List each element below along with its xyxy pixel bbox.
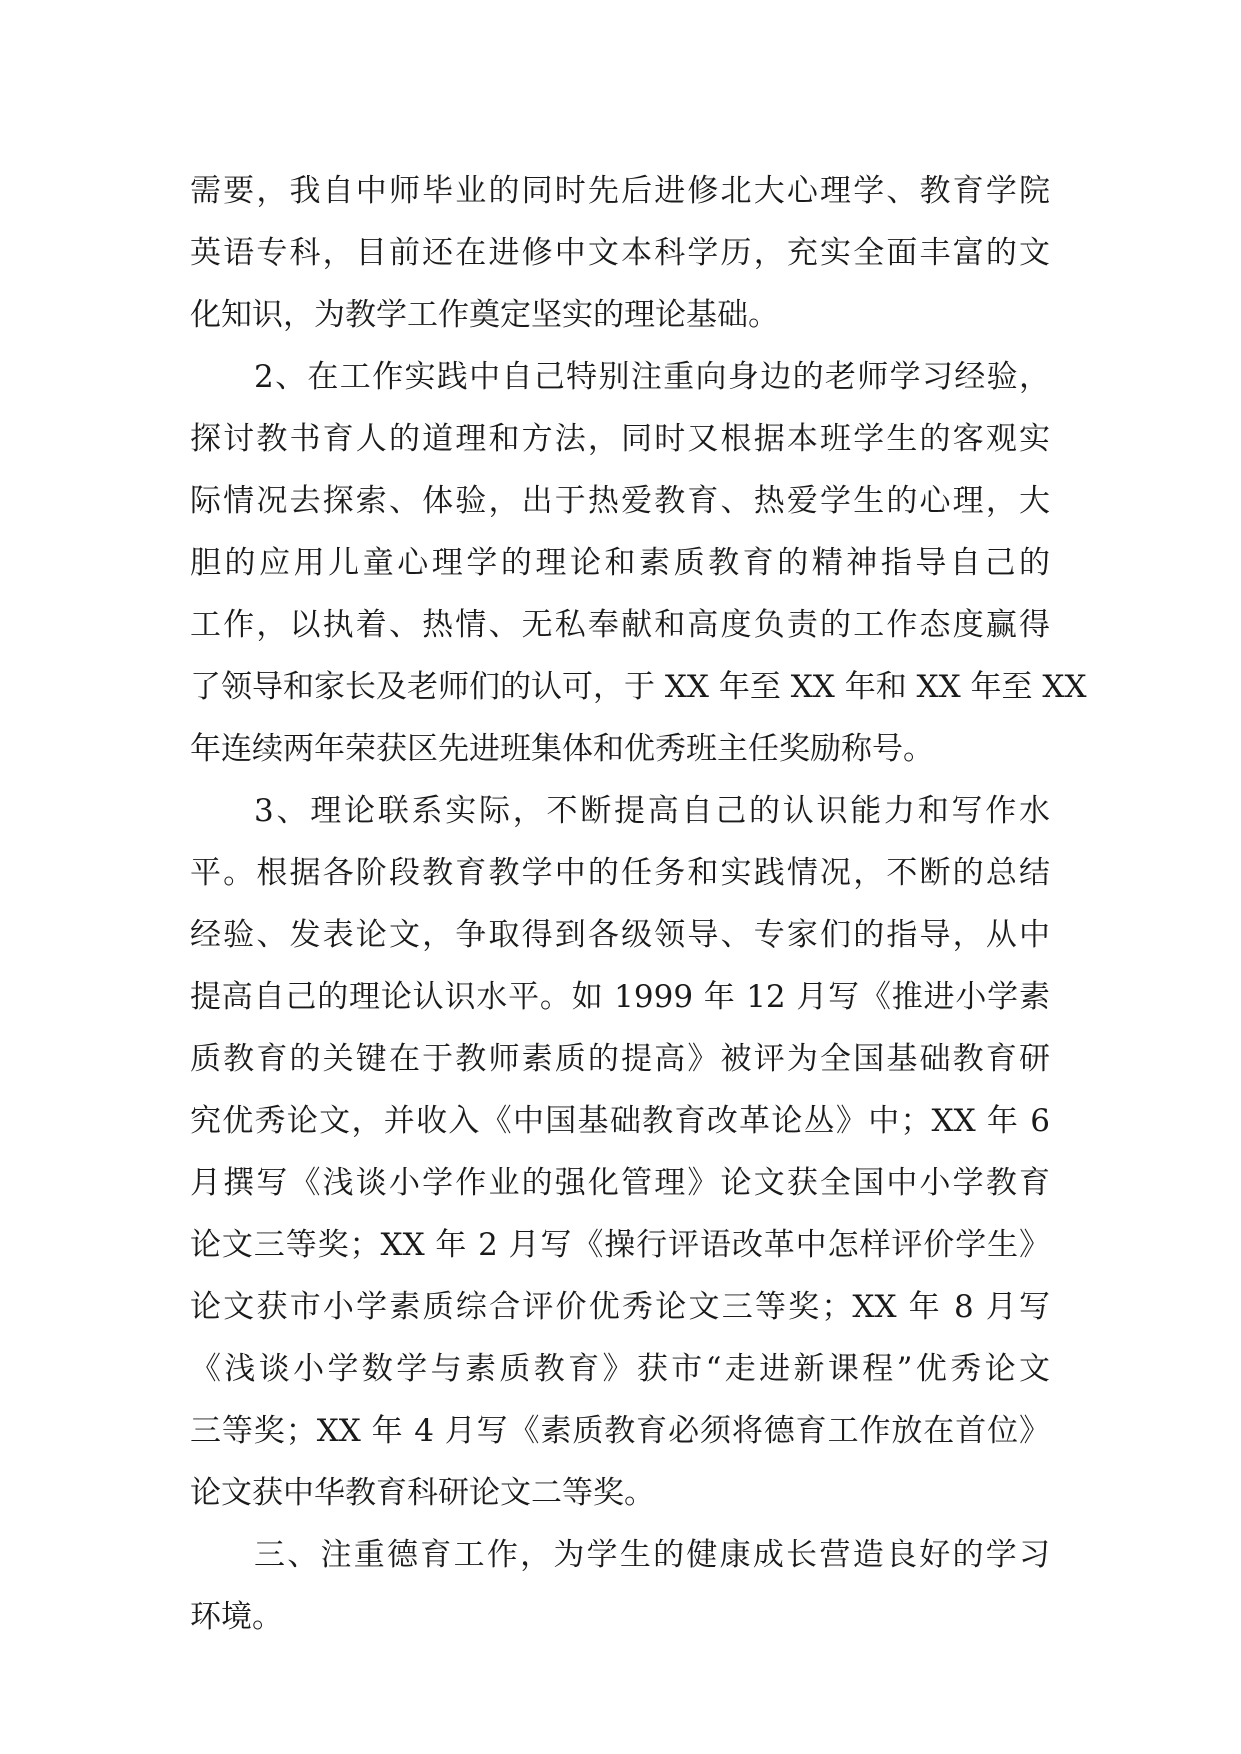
text-line: 月撰写《浅谈小学作业的强化管理》论文获全国中小学教育 [190,1165,1050,1201]
text-line: 质教育的关键在于教师素质的提高》被评为全国基础教育研 [190,1041,1050,1077]
text-line: 2、在工作实践中自己特别注重向身边的老师学习经验， [254,359,1050,395]
text-line: 论文获市小学素质综合评价优秀论文三等奖；XX 年 8 月写 [190,1289,1050,1325]
text-line: 平。根据各阶段教育教学中的任务和实践情况，不断的总结 [190,855,1050,891]
text-line: 三等奖；XX 年 4 月写《素质教育必须将德育工作放在首位》 [190,1413,1050,1449]
text-line: 工作，以执着、热情、无私奉献和高度负责的工作态度赢得 [190,607,1050,643]
text-line: 3、理论联系实际，不断提高自己的认识能力和写作水 [254,793,1050,829]
text-line: 胆的应用儿童心理学的理论和素质教育的精神指导自己的 [190,545,1050,581]
text-line: 经验、发表论文，争取得到各级领导、专家们的指导，从中 [190,917,1050,953]
text-line: 环境。 [190,1599,283,1635]
text-line: 三、注重德育工作，为学生的健康成长营造良好的学习 [254,1537,1050,1573]
text-line: 了领导和家长及老师们的认可，于 XX 年至 XX 年和 XX 年至 XX [190,669,1087,705]
text-line: 探讨教书育人的道理和方法，同时又根据本班学生的客观实 [190,421,1050,457]
text-line: 提高自己的理论认识水平。如 1999 年 12 月写《推进小学素 [190,979,1050,1015]
text-line: 需要，我自中师毕业的同时先后进修北大心理学、教育学院 [190,173,1050,209]
text-line: 年连续两年荣获区先进班集体和优秀班主任奖励称号。 [190,731,934,767]
text-line: 际情况去探索、体验，出于热爱教育、热爱学生的心理，大 [190,483,1050,519]
text-line: 究优秀论文，并收入《中国基础教育改革论丛》中；XX 年 6 [190,1103,1050,1139]
document-body [190,160,1087,1648]
text-line: 论文三等奖；XX 年 2 月写《操行评语改革中怎样评价学生》 [190,1227,1050,1263]
text-line: 化知识，为教学工作奠定坚实的理论基础。 [190,297,779,333]
text-line: 论文获中华教育科研论文二等奖。 [190,1475,655,1511]
text-line: 《浅谈小学数学与素质教育》获市“走进新课程”优秀论文 [190,1351,1050,1387]
text-line: 英语专科，目前还在进修中文本科学历，充实全面丰富的文 [190,235,1050,271]
